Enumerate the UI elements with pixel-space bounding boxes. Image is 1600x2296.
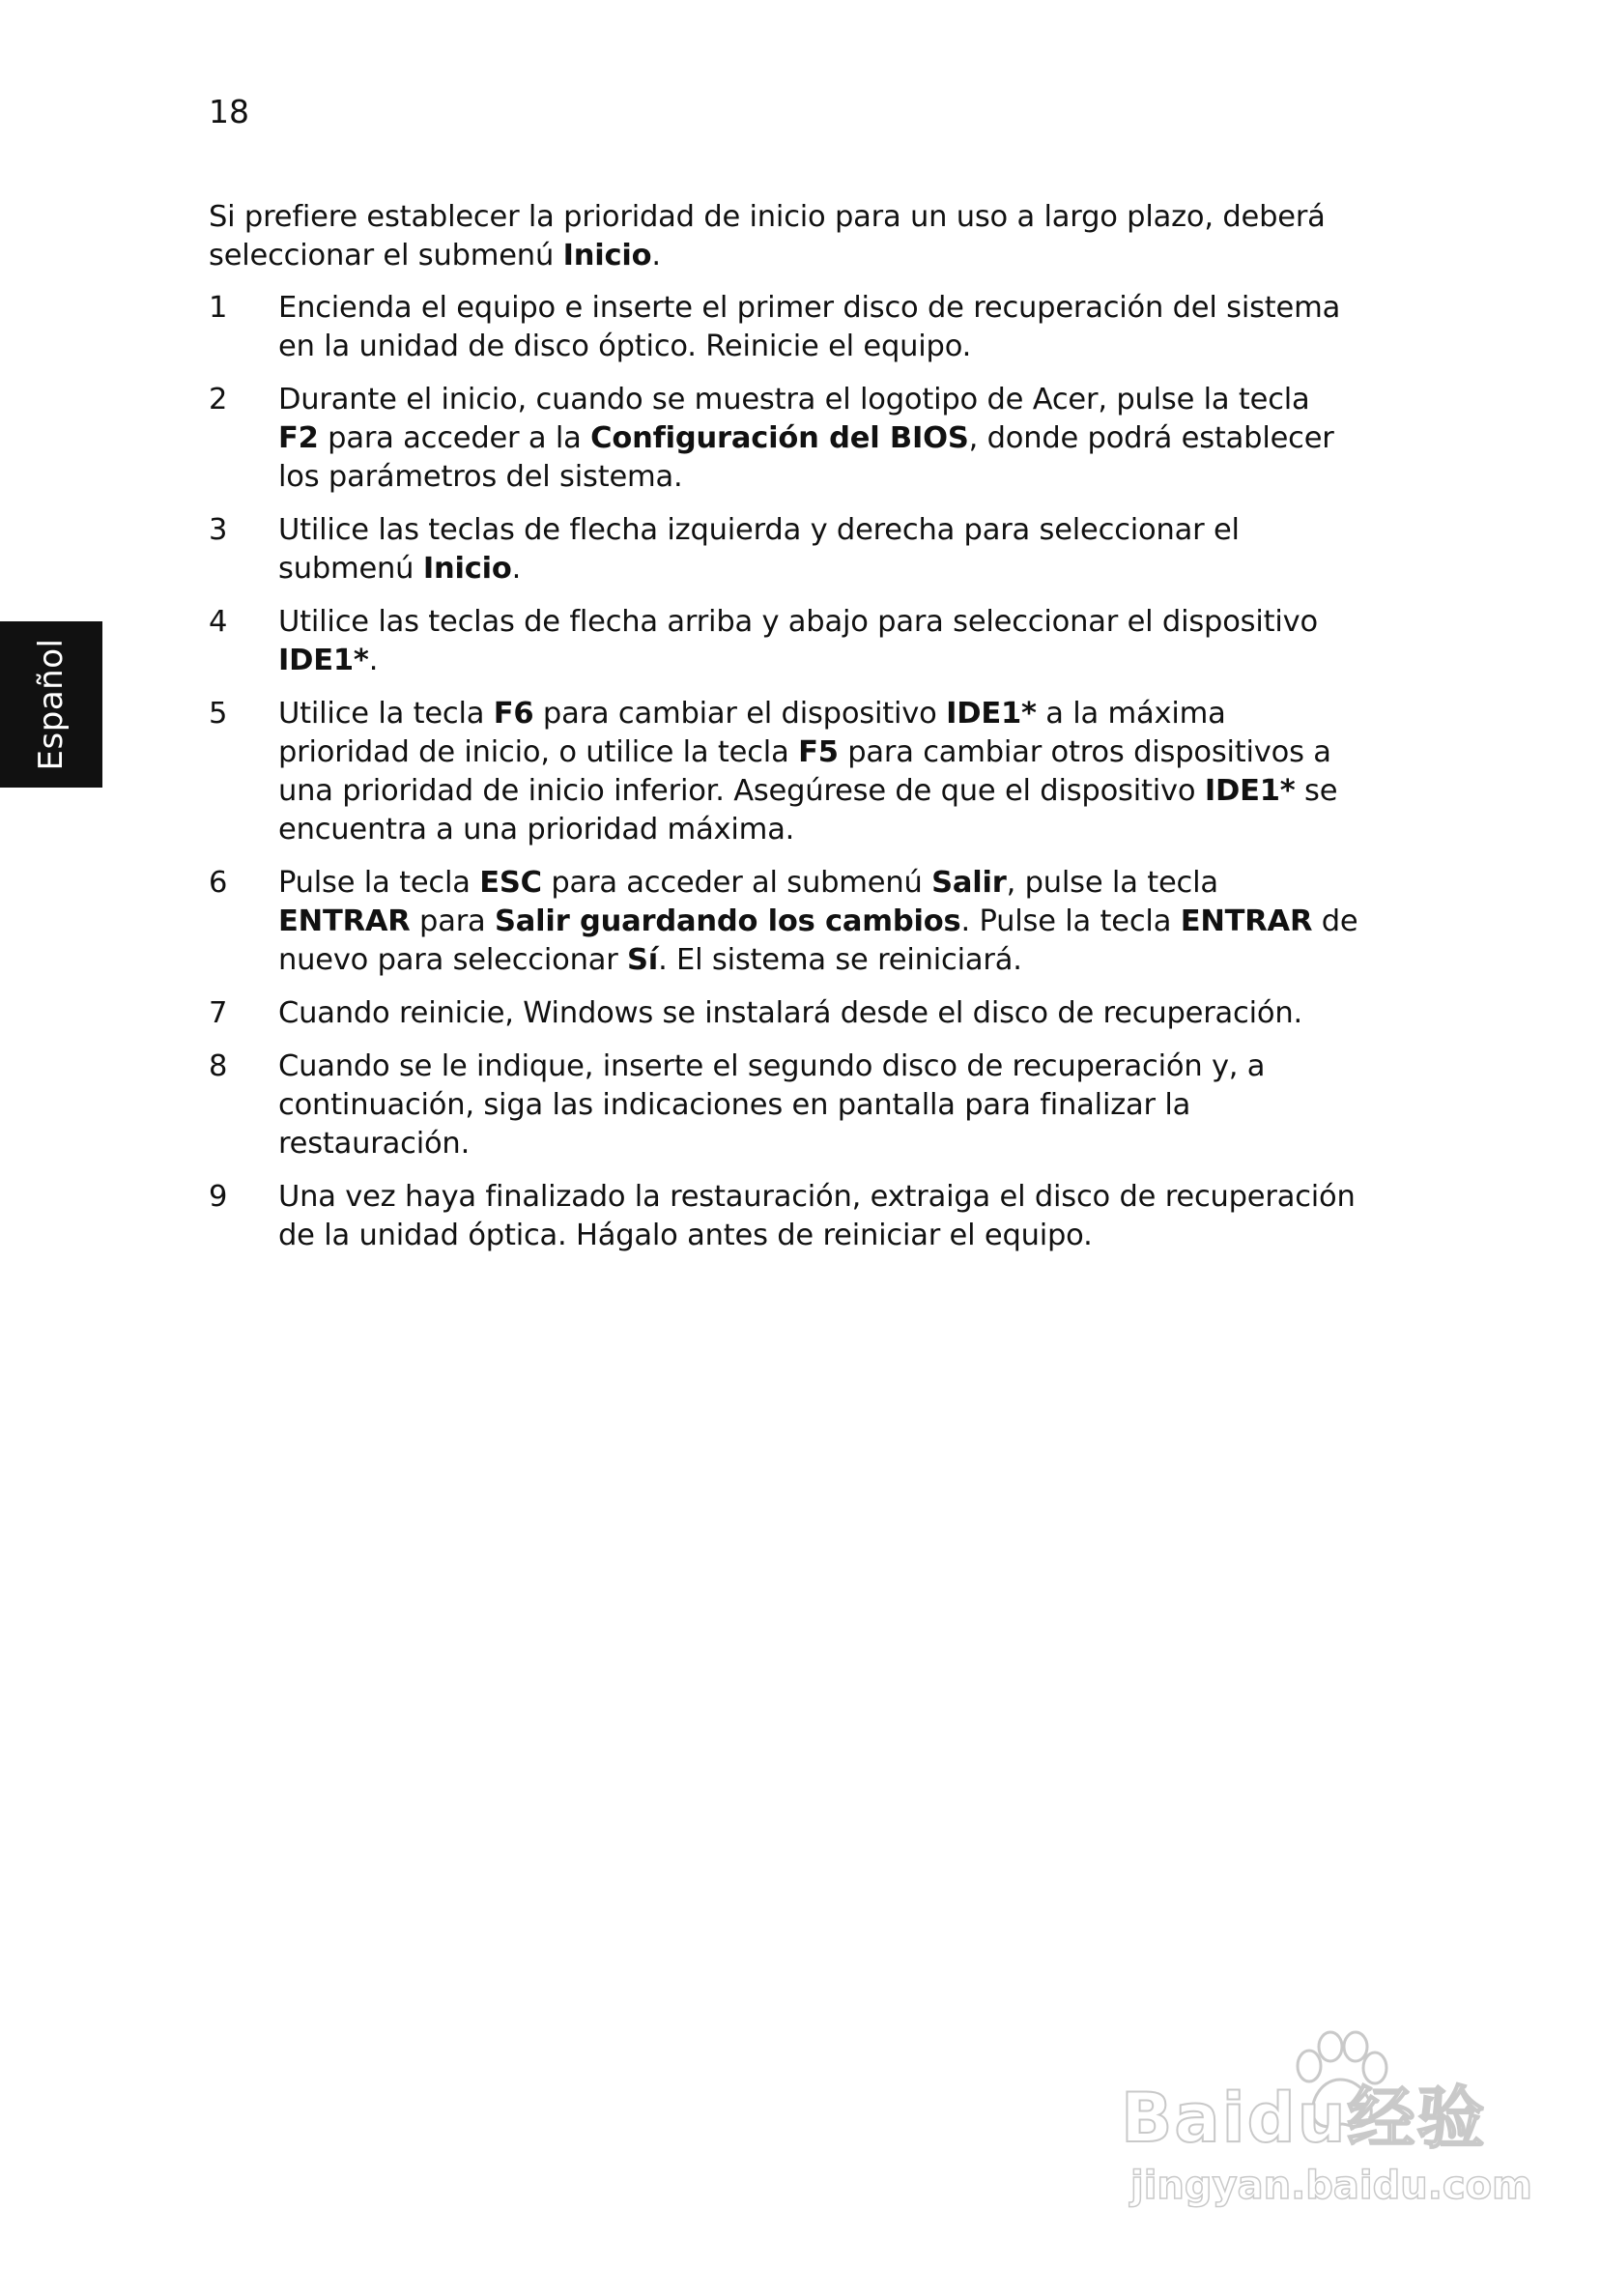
bold-term: ESC	[479, 866, 542, 900]
bold-term: ENTRAR	[1180, 904, 1313, 938]
text-run: . Pulse la tecla	[960, 904, 1181, 938]
step-item	[209, 511, 1358, 588]
text-run: , donde podrá establecer los parámetros del sistema.	[278, 421, 1334, 494]
text-run: Si prefiere establecer la prioridad de inicio para un uso a largo plazo, deberá seleccionar el submenú	[209, 200, 1326, 273]
text-run: para cambiar el dispositivo	[533, 697, 947, 731]
bold-term: F6	[493, 697, 534, 731]
text-run: para	[410, 904, 496, 938]
step-text	[278, 864, 1358, 980]
step-text	[278, 695, 1358, 849]
step-text	[278, 381, 1358, 497]
watermark-logo: Baidu经验	[1121, 2079, 1487, 2158]
step-item	[209, 603, 1358, 680]
step-number: 5	[209, 697, 228, 731]
bold-term: Sí	[627, 943, 659, 977]
bold-term: F2	[278, 421, 319, 455]
text-run: Cuando se le indique, inserte el segundo disco de recuperación y, a continuación, siga las indicaciones en pantalla para finalizar la restauración.	[278, 1049, 1266, 1161]
text-run: Utilice la tecla	[278, 697, 494, 731]
text-run: .	[368, 644, 379, 677]
watermark	[1121, 2029, 1532, 2223]
text-run: para acceder al submenú	[541, 866, 932, 900]
text-run: Utilice las teclas de flecha izquierda y derecha para seleccionar el submenú	[278, 513, 1240, 586]
step-item	[209, 994, 1358, 1033]
language-tab	[0, 621, 102, 788]
step-text	[278, 1048, 1358, 1163]
step-text	[278, 289, 1358, 366]
bold-term: F5	[798, 735, 839, 769]
step-text	[278, 603, 1358, 680]
step-text	[278, 994, 1358, 1033]
bold-term: IDE1*	[946, 697, 1037, 731]
step-number: 4	[209, 605, 228, 639]
step-item	[209, 289, 1358, 366]
text-run: .	[511, 552, 522, 586]
text-run: .	[651, 239, 661, 273]
text-run: . El sistema se reiniciará.	[658, 943, 1022, 977]
text-run: de nuevo para seleccionar	[278, 904, 1358, 977]
step-number: 6	[209, 866, 228, 900]
bold-term: Salir guardando los cambios	[495, 904, 961, 938]
bold-term: ENTRAR	[278, 904, 411, 938]
step-number: 2	[209, 383, 228, 416]
text-run: para cambiar otros dispositivos a una prioridad de inicio inferior. Asegúrese de que el dispositivo	[278, 735, 1331, 808]
bold-term: Configuración del BIOS	[590, 421, 969, 455]
bold-term: Inicio	[562, 239, 652, 273]
step-text	[278, 1178, 1358, 1255]
step-item	[209, 381, 1358, 497]
step-number: 7	[209, 996, 228, 1030]
text-run: se encuentra a una prioridad máxima.	[278, 774, 1338, 847]
text-run: , pulse la tecla	[1006, 866, 1218, 900]
bold-term: IDE1*	[1204, 774, 1296, 808]
text-run: Cuando reinicie, Windows se instalará desde el disco de recuperación.	[278, 996, 1302, 1030]
text-run: Utilice las teclas de flecha arriba y abajo para seleccionar el dispositivo	[278, 605, 1318, 639]
bold-term: Inicio	[422, 552, 512, 586]
text-run: Una vez haya finalizado la restauración, extraiga el disco de recuperación de la unidad óptica. Hágalo antes de reiniciar el equipo.	[278, 1180, 1356, 1252]
step-item	[209, 1048, 1358, 1163]
text-run: a la máxima prioridad de inicio, o utilice la tecla	[278, 697, 1226, 769]
bold-term: IDE1*	[278, 644, 369, 677]
step-number: 8	[209, 1049, 228, 1083]
text-run: Pulse la tecla	[278, 866, 480, 900]
step-item	[209, 695, 1358, 849]
step-number: 1	[209, 291, 228, 325]
document-body	[209, 198, 1358, 1270]
step-text	[278, 511, 1358, 588]
step-item	[209, 864, 1358, 980]
step-number: 3	[209, 513, 228, 547]
text-run: para acceder a la	[318, 421, 591, 455]
steps-list	[209, 289, 1358, 1255]
language-tab-label: Español	[32, 638, 71, 771]
text-run: Durante el inicio, cuando se muestra el logotipo de Acer, pulse la tecla	[278, 383, 1310, 416]
step-number: 9	[209, 1180, 228, 1214]
intro-paragraph	[209, 198, 1358, 275]
step-item	[209, 1178, 1358, 1255]
text-run: Encienda el equipo e inserte el primer disco de recuperación del sistema en la unidad de disco óptico. Reinicie el equipo.	[278, 291, 1341, 363]
watermark-url: jingyan.baidu.com	[1130, 2164, 1532, 2208]
bold-term: Salir	[931, 866, 1007, 900]
page-number: 18	[209, 93, 249, 130]
